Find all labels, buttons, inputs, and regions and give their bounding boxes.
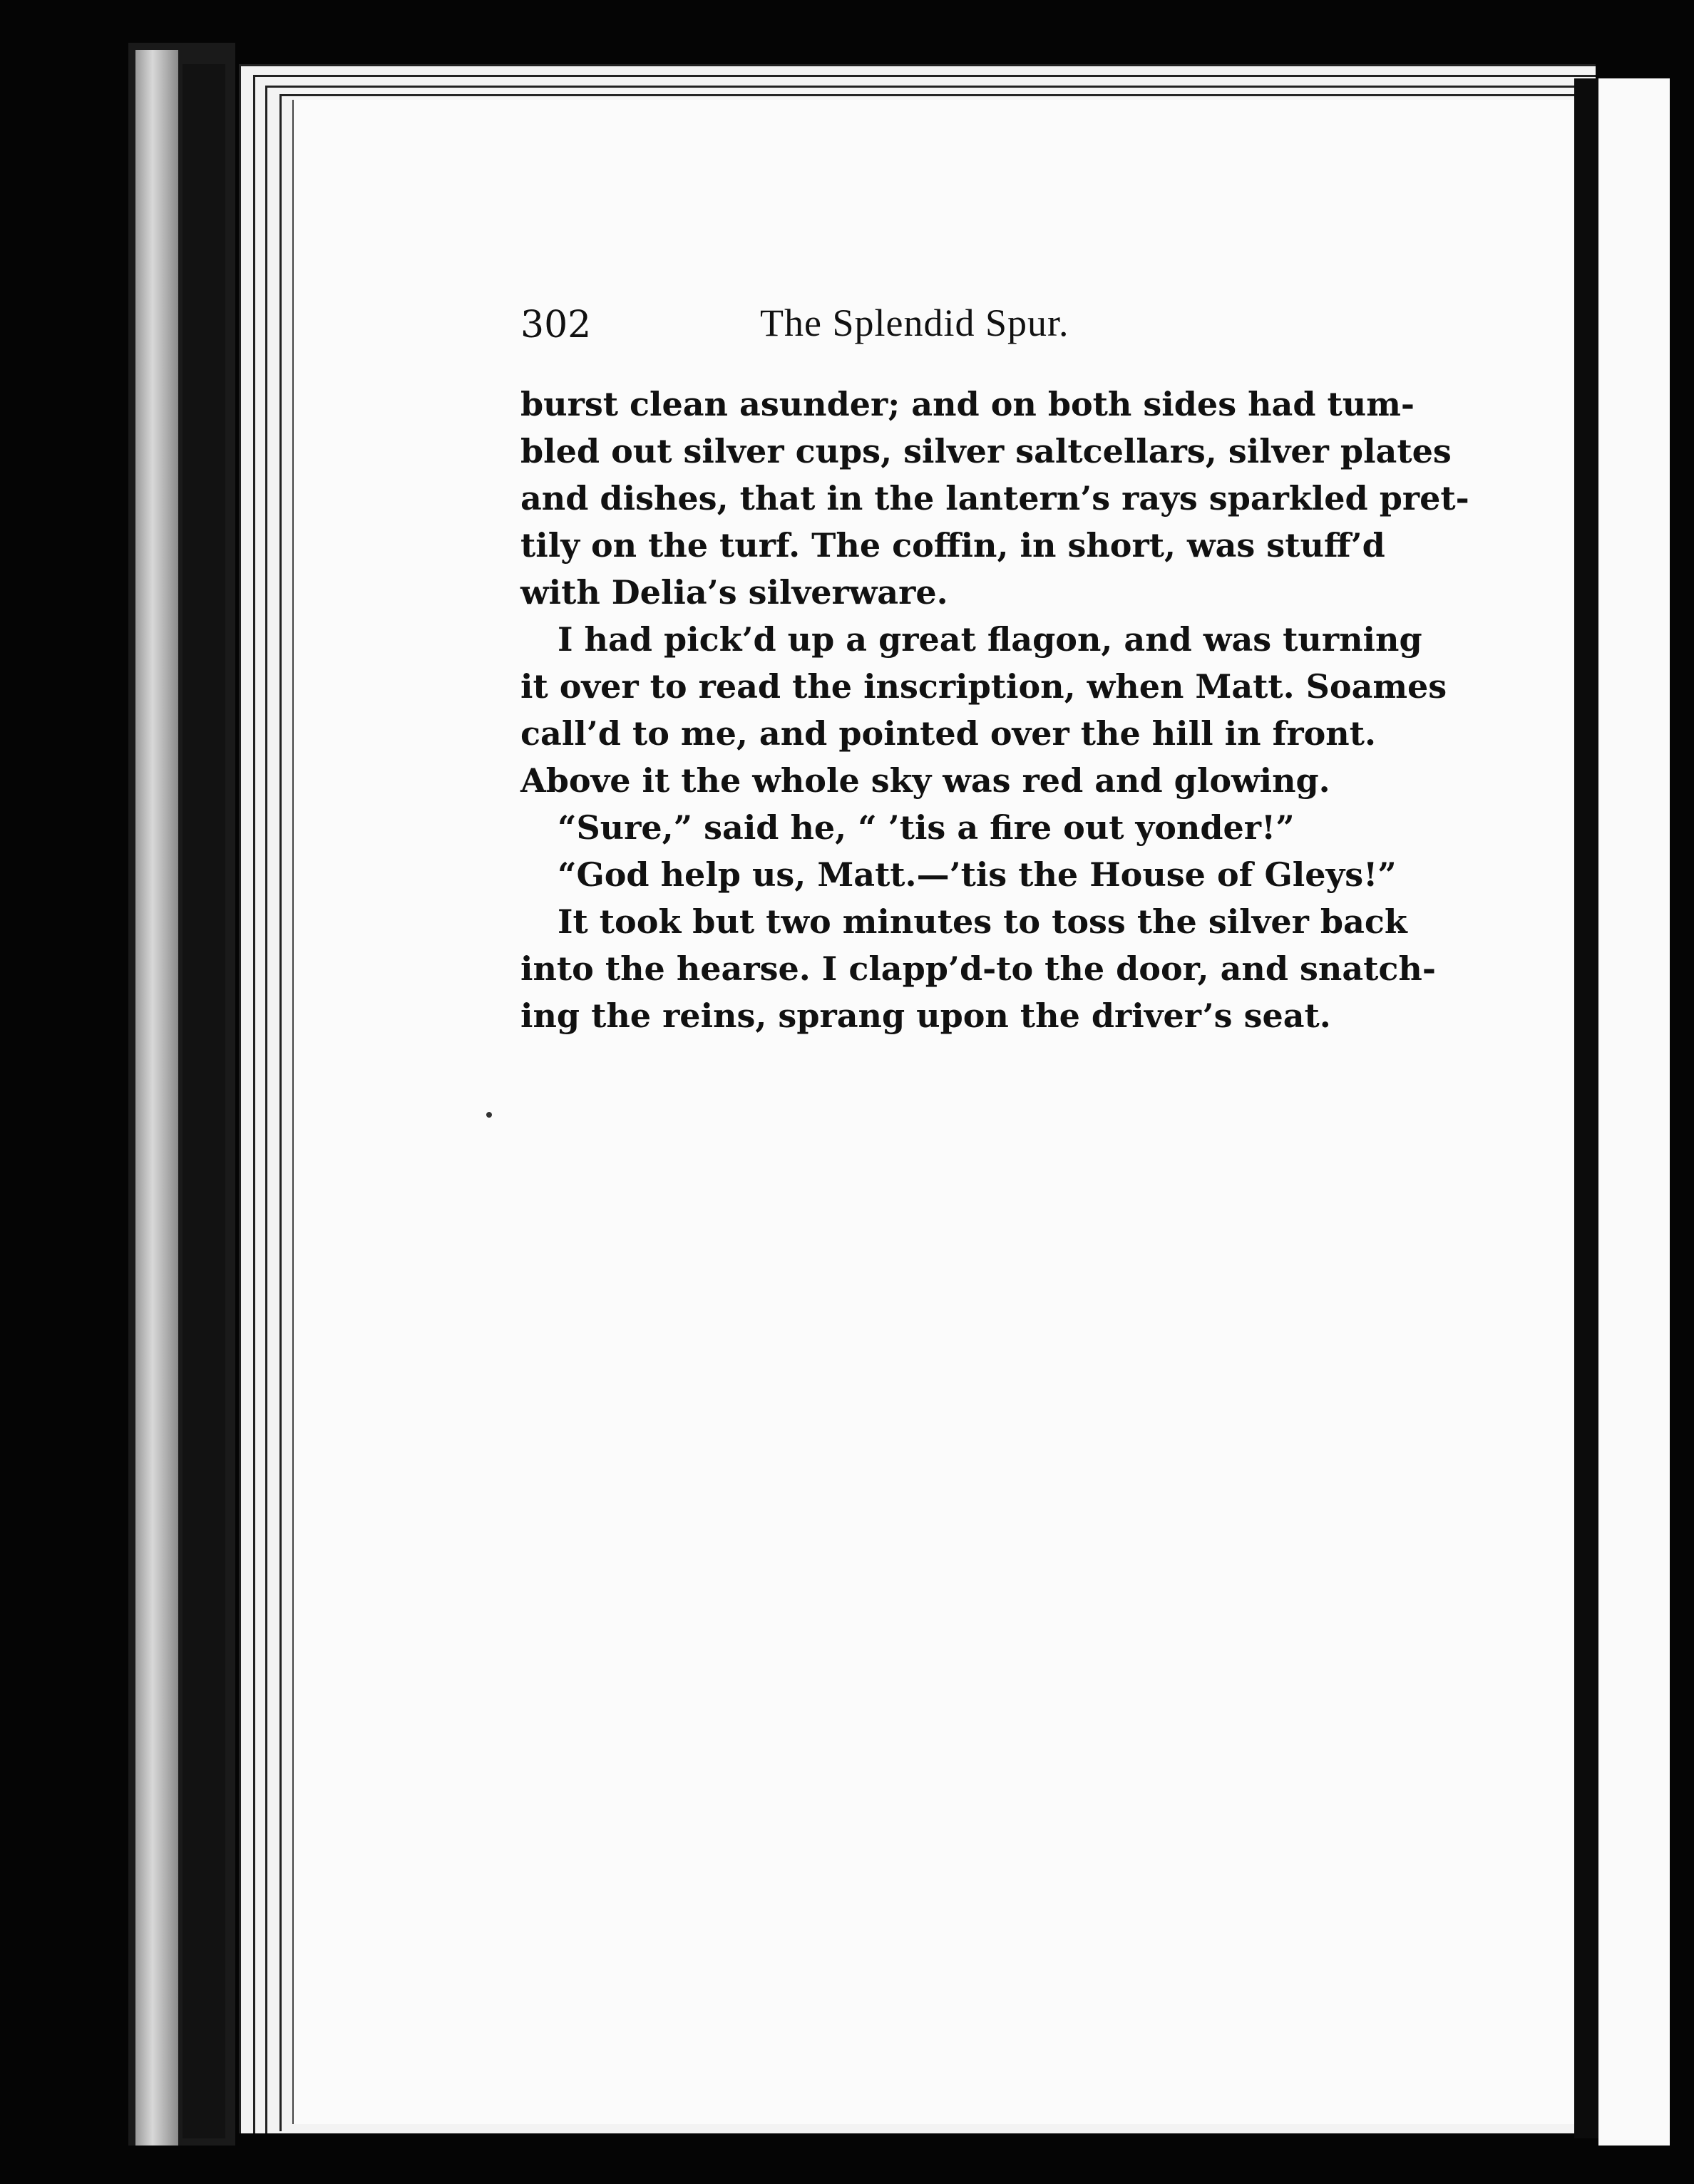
text-line: into the hearse. I clapp’d-to the door, and snatch-: [520, 949, 1436, 988]
facing-page-edge: [1598, 78, 1670, 2146]
ink-speck: [486, 1112, 492, 1118]
spine-edge: [135, 50, 178, 2160]
scan-border: [0, 2146, 1694, 2184]
text-line: it over to read the inscription, when Matt. Soames: [520, 667, 1447, 706]
text-line: and dishes, that in the lantern’s rays sparkled pret-: [520, 479, 1469, 517]
text-line: “God help us, Matt.—’tis the House of Gleys!”: [558, 855, 1397, 894]
text-line: burst clean asunder; and on both sides had tum-: [520, 385, 1415, 423]
spine-shadow: [183, 64, 225, 2138]
text-line: bled out silver cups, silver saltcellars, silver plates: [520, 432, 1452, 470]
text-line: with Delia’s silverware.: [520, 573, 948, 612]
text-line: “Sure,” said he, “ ’tis a fire out yonder!”: [558, 808, 1295, 847]
page-number: 302: [520, 304, 592, 346]
text-block: [520, 298, 1469, 1039]
gutter-shadow: [1574, 78, 1598, 2138]
text-line: call’d to me, and pointed over the hill in front.: [520, 714, 1376, 753]
text-line: tily on the turf. The coffin, in short, was stuff’d: [520, 526, 1385, 565]
text-line: ing the reins, sprang upon the driver’s seat.: [520, 996, 1331, 1035]
text-line: I had pick’d up a great flagon, and was turning: [558, 620, 1422, 659]
running-title: The Splendid Spur.: [760, 302, 1069, 344]
text-line: Above it the whole sky was red and glowing.: [520, 761, 1330, 800]
page-header: [520, 298, 1376, 355]
text-line: It took but two minutes to toss the silver back: [558, 902, 1407, 941]
body-text: [520, 381, 1469, 1039]
